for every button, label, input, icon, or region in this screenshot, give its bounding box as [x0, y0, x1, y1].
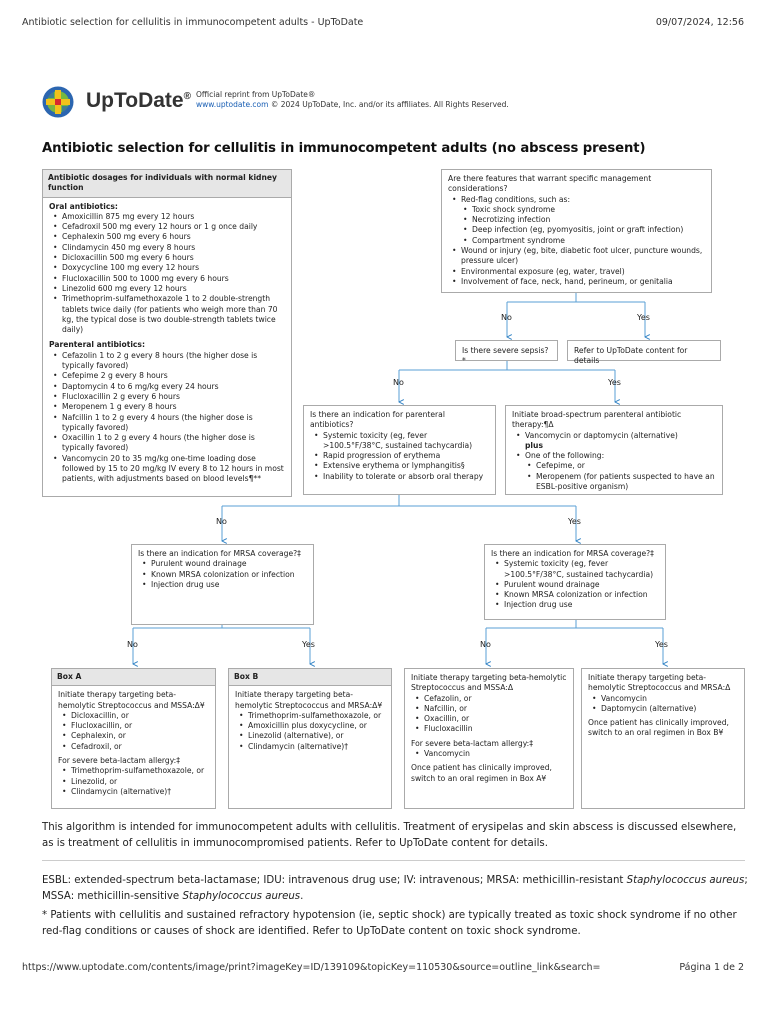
label-yes-5: Yes: [655, 640, 668, 649]
list-item: • Involvement of face, neck, hand, perineum, or genitalia: [461, 277, 705, 287]
list-item: • Clindamycin (alternative)†: [248, 742, 385, 752]
list-item: • Known MRSA colonization or infection: [504, 590, 659, 600]
list-item: • Vancomycin: [601, 694, 738, 704]
box-a-allergy: For severe beta-lactam allergy:‡: [58, 756, 181, 766]
mrsa-question-right: Is there an indication for MRSA coverage?‡: [491, 549, 654, 558]
print-footer-page: Página 1 de 2: [679, 962, 744, 973]
refer-box: [567, 340, 721, 366]
list-item: • Toxic shock syndrome: [472, 205, 705, 215]
box-c-after: Once patient has clinically improved, switch to an oral regimen in Box A¥: [411, 763, 552, 783]
list-item: • Meropenem (for patients suspected to have an ESBL-positive organism): [536, 472, 716, 493]
mrsa-question-left: Is there an indication for MRSA coverage?‡: [138, 549, 301, 558]
list-item: • Known MRSA colonization or infection: [151, 570, 307, 580]
list-item: • Necrotizing infection: [472, 215, 705, 225]
box-a-header: Box A: [52, 669, 215, 686]
list-item: • Vancomycin 20 to 35 mg/kg one-time loading dose followed by 15 to 20 mg/kg IV every 8 to 12 hours in most patients, with adjustments based on blood levels¶**: [62, 454, 285, 485]
list-item: • Purulent wound drainage: [504, 580, 659, 590]
box-b-header: Box B: [229, 669, 391, 686]
list-item: • Daptomycin 4 to 6 mg/kg every 24 hours: [62, 382, 285, 392]
list-item: • Vancomycin: [424, 749, 567, 759]
list-item: • Deep infection (eg, pyomyositis, joint or graft infection): [472, 225, 705, 235]
list-item: • Injection drug use: [151, 580, 307, 590]
label-yes-3: Yes: [568, 517, 581, 526]
print-header-datetime: 09/07/2024, 12:56: [655, 17, 744, 28]
page-title: Antibiotic selection for cellulitis in immunocompetent adults (no abscess present): [42, 141, 646, 156]
label-no-5: No: [480, 640, 491, 649]
algorithm-note: This algorithm is intended for immunocompetent adults with cellulitis. Treatment of erysipelas and skin abscess is discussed elsewhere, as is treatment of cellulitis in immunocompromised patients. Refer to UpToDate content for details.: [42, 822, 737, 849]
list-item: • Linezolid (alternative), or: [248, 731, 385, 741]
list-item: • Meropenem 1 g every 8 hours: [62, 402, 285, 412]
box-c: [404, 668, 574, 809]
list-item: • Trimethoprim-sulfamethoxazole 1 to 2 double-strength tablets twice daily (for patients who weigh more than 70 kg, the typical dose is two double-strength tablets twice daily): [62, 294, 285, 335]
list-item: • Wound or injury (eg, bite, diabetic foot ulcer, puncture wounds, pressure ulcer): [461, 246, 705, 267]
list-item: • Purulent wound drainage: [151, 559, 307, 569]
parenteral-question-box: [303, 405, 496, 495]
list-item: • Oxacillin 1 to 2 g every 4 hours (the higher dose is typically favored): [62, 433, 285, 454]
refer-text: Refer to UpToDate content for details: [574, 346, 688, 366]
footnote-septic-shock: * Patients with cellulitis and sustained refractory hypotension (ie, septic shock) are typically treated as toxic shock syndrome if no other red-flag conditions or causes of shock are identified. Refer to UpToDate content on toxic shock syndrome.: [42, 910, 737, 937]
box-a-intro: Initiate therapy targeting beta-hemolytic Streptococcus and MSSA:Δ¥: [58, 690, 205, 710]
list-item: • Clindamycin 450 mg every 8 hours: [62, 243, 285, 253]
label-no-1: No: [501, 313, 512, 322]
list-item: • Oxacillin, or: [424, 714, 567, 724]
list-item: • Environmental exposure (eg, water, travel): [461, 267, 705, 277]
label-no-3: No: [216, 517, 227, 526]
list-item: • Trimethoprim-sulfamethoxazole, or: [71, 766, 209, 776]
list-item: • Cefazolin, or: [424, 694, 567, 704]
list-item: • Cephalexin 500 mg every 6 hours: [62, 232, 285, 242]
list-item: • Trimethoprim-sulfamethoxazole, or: [248, 711, 385, 721]
broad-spectrum-title: Initiate broad-spectrum parenteral antibiotic therapy:¶Δ: [512, 410, 682, 430]
list-item: • Cefadroxil, or: [71, 742, 209, 752]
box-d-after: Once patient has clinically improved, switch to an oral regimen in Box B¥: [588, 718, 729, 738]
mrsa-question-right-box: [484, 544, 666, 620]
list-item: • Systemic toxicity (eg, fever >100.5°F/38°C, sustained tachycardia): [323, 431, 489, 452]
sepsis-question-box: [455, 340, 558, 366]
list-item: • One of the following: • Cefepime, or • Meropenem (for patients suspected to have an ESBL-positive organism): [525, 451, 716, 492]
list-item: • Inability to tolerate or absorb oral therapy: [323, 472, 489, 482]
list-item: • Doxycycline 100 mg every 12 hours: [62, 263, 285, 273]
list-item: • Cefadroxil 500 mg every 12 hours or 1 g once daily: [62, 222, 285, 232]
list-item: • Amoxicillin 875 mg every 12 hours: [62, 212, 285, 222]
list-item: • Dicloxacillin 500 mg every 6 hours: [62, 253, 285, 263]
label-yes-1: Yes: [637, 313, 650, 322]
sepsis-question: Is there severe sepsis?*: [462, 346, 549, 366]
label-yes-4: Yes: [302, 640, 315, 649]
box-d-intro: Initiate therapy targeting beta-hemolytic Streptococcus and MRSA:Δ: [588, 673, 731, 693]
list-item: • Flucloxacillin, or: [71, 721, 209, 731]
label-yes-2: Yes: [608, 378, 621, 387]
features-question-box: [441, 169, 712, 293]
list-item: • Flucloxacillin: [424, 724, 567, 734]
brand-name: UpToDate®: [86, 89, 191, 112]
list-item: • Systemic toxicity (eg, fever >100.5°F/38°C, sustained tachycardia): [504, 559, 659, 580]
print-footer-url: https://www.uptodate.com/contents/image/print?imageKey=ID/139109&topicKey=110530&source=outline_link&search=: [22, 962, 601, 973]
list-item: • Dicloxacillin, or: [71, 711, 209, 721]
box-b-intro: Initiate therapy targeting beta-hemolytic Streptococcus and MRSA:Δ¥: [235, 690, 383, 710]
mrsa-question-left-box: [131, 544, 314, 625]
uptodate-link[interactable]: www.uptodate.com: [196, 100, 269, 109]
list-item: • Cefazolin 1 to 2 g every 8 hours (the higher dose is typically favored): [62, 351, 285, 372]
abbreviations: ESBL: extended-spectrum beta-lactamase; IDU: intravenous drug use; IV: intravenous; MRSA: methicillin-resistant Staphylococcus aureus; MSSA: methicillin-sensitive Staphylococcus aureus.: [42, 875, 748, 902]
list-item: • Amoxicillin plus doxycycline, or: [248, 721, 385, 731]
box-b: [228, 668, 392, 809]
label-no-4: No: [127, 640, 138, 649]
dosages-box: [42, 169, 292, 497]
list-item: • Nafcillin, or: [424, 704, 567, 714]
dosages-header: Antibiotic dosages for individuals with normal kidney function: [43, 170, 291, 198]
list-item: • Daptomycin (alternative): [601, 704, 738, 714]
list-item: • Flucloxacillin 2 g every 6 hours: [62, 392, 285, 402]
box-c-intro: Initiate therapy targeting beta-hemolytic Streptococcus and MSSA:Δ: [411, 673, 567, 693]
parenteral-question: Is there an indication for parenteral antibiotics?: [310, 410, 445, 430]
list-item: • Vancomycin or daptomycin (alternative): [525, 431, 716, 441]
label-no-2: No: [393, 378, 404, 387]
plus-text: plus: [525, 440, 543, 450]
list-item: • Nafcillin 1 to 2 g every 4 hours (the higher dose is typically favored): [62, 413, 285, 434]
list-item: • Injection drug use: [504, 600, 659, 610]
features-question: Are there features that warrant specific management considerations?: [448, 174, 652, 194]
box-c-allergy: For severe beta-lactam allergy:‡: [411, 738, 534, 748]
list-item: • Red-flag conditions, such as: • Toxic shock syndrome • Necrotizing infection • Deep infection (eg, pyomyositis, joint or graft infection) • Compartment syndrome: [461, 195, 705, 246]
list-item: • Compartment syndrome: [472, 236, 705, 246]
list-item: • Rapid progression of erythema: [323, 451, 489, 461]
list-item: • Linezolid, or: [71, 777, 209, 787]
list-item: • Cephalexin, or: [71, 731, 209, 741]
box-a: [51, 668, 216, 809]
broad-spectrum-box: [505, 405, 723, 495]
list-item: • Cefepime 2 g every 8 hours: [62, 371, 285, 381]
list-item: • Clindamycin (alternative)†: [71, 787, 209, 797]
divider: [42, 860, 745, 861]
list-item: • Linezolid 600 mg every 12 hours: [62, 284, 285, 294]
oral-title: Oral antibiotics:: [49, 201, 118, 211]
reprint-notice: Official reprint from UpToDate® www.uptodate.com © 2024 UpToDate, Inc. and/or its affiliates. All Rights Reserved.: [196, 90, 509, 109]
parenteral-title: Parenteral antibiotics:: [49, 340, 145, 350]
box-d: [581, 668, 745, 809]
list-item: • Extensive erythema or lymphangitis§: [323, 461, 489, 471]
list-item: • Flucloxacillin 500 to 1000 mg every 6 hours: [62, 274, 285, 284]
print-header-title: Antibiotic selection for cellulitis in immunocompetent adults - UpToDate: [22, 17, 364, 28]
list-item: • Cefepime, or: [536, 461, 716, 471]
